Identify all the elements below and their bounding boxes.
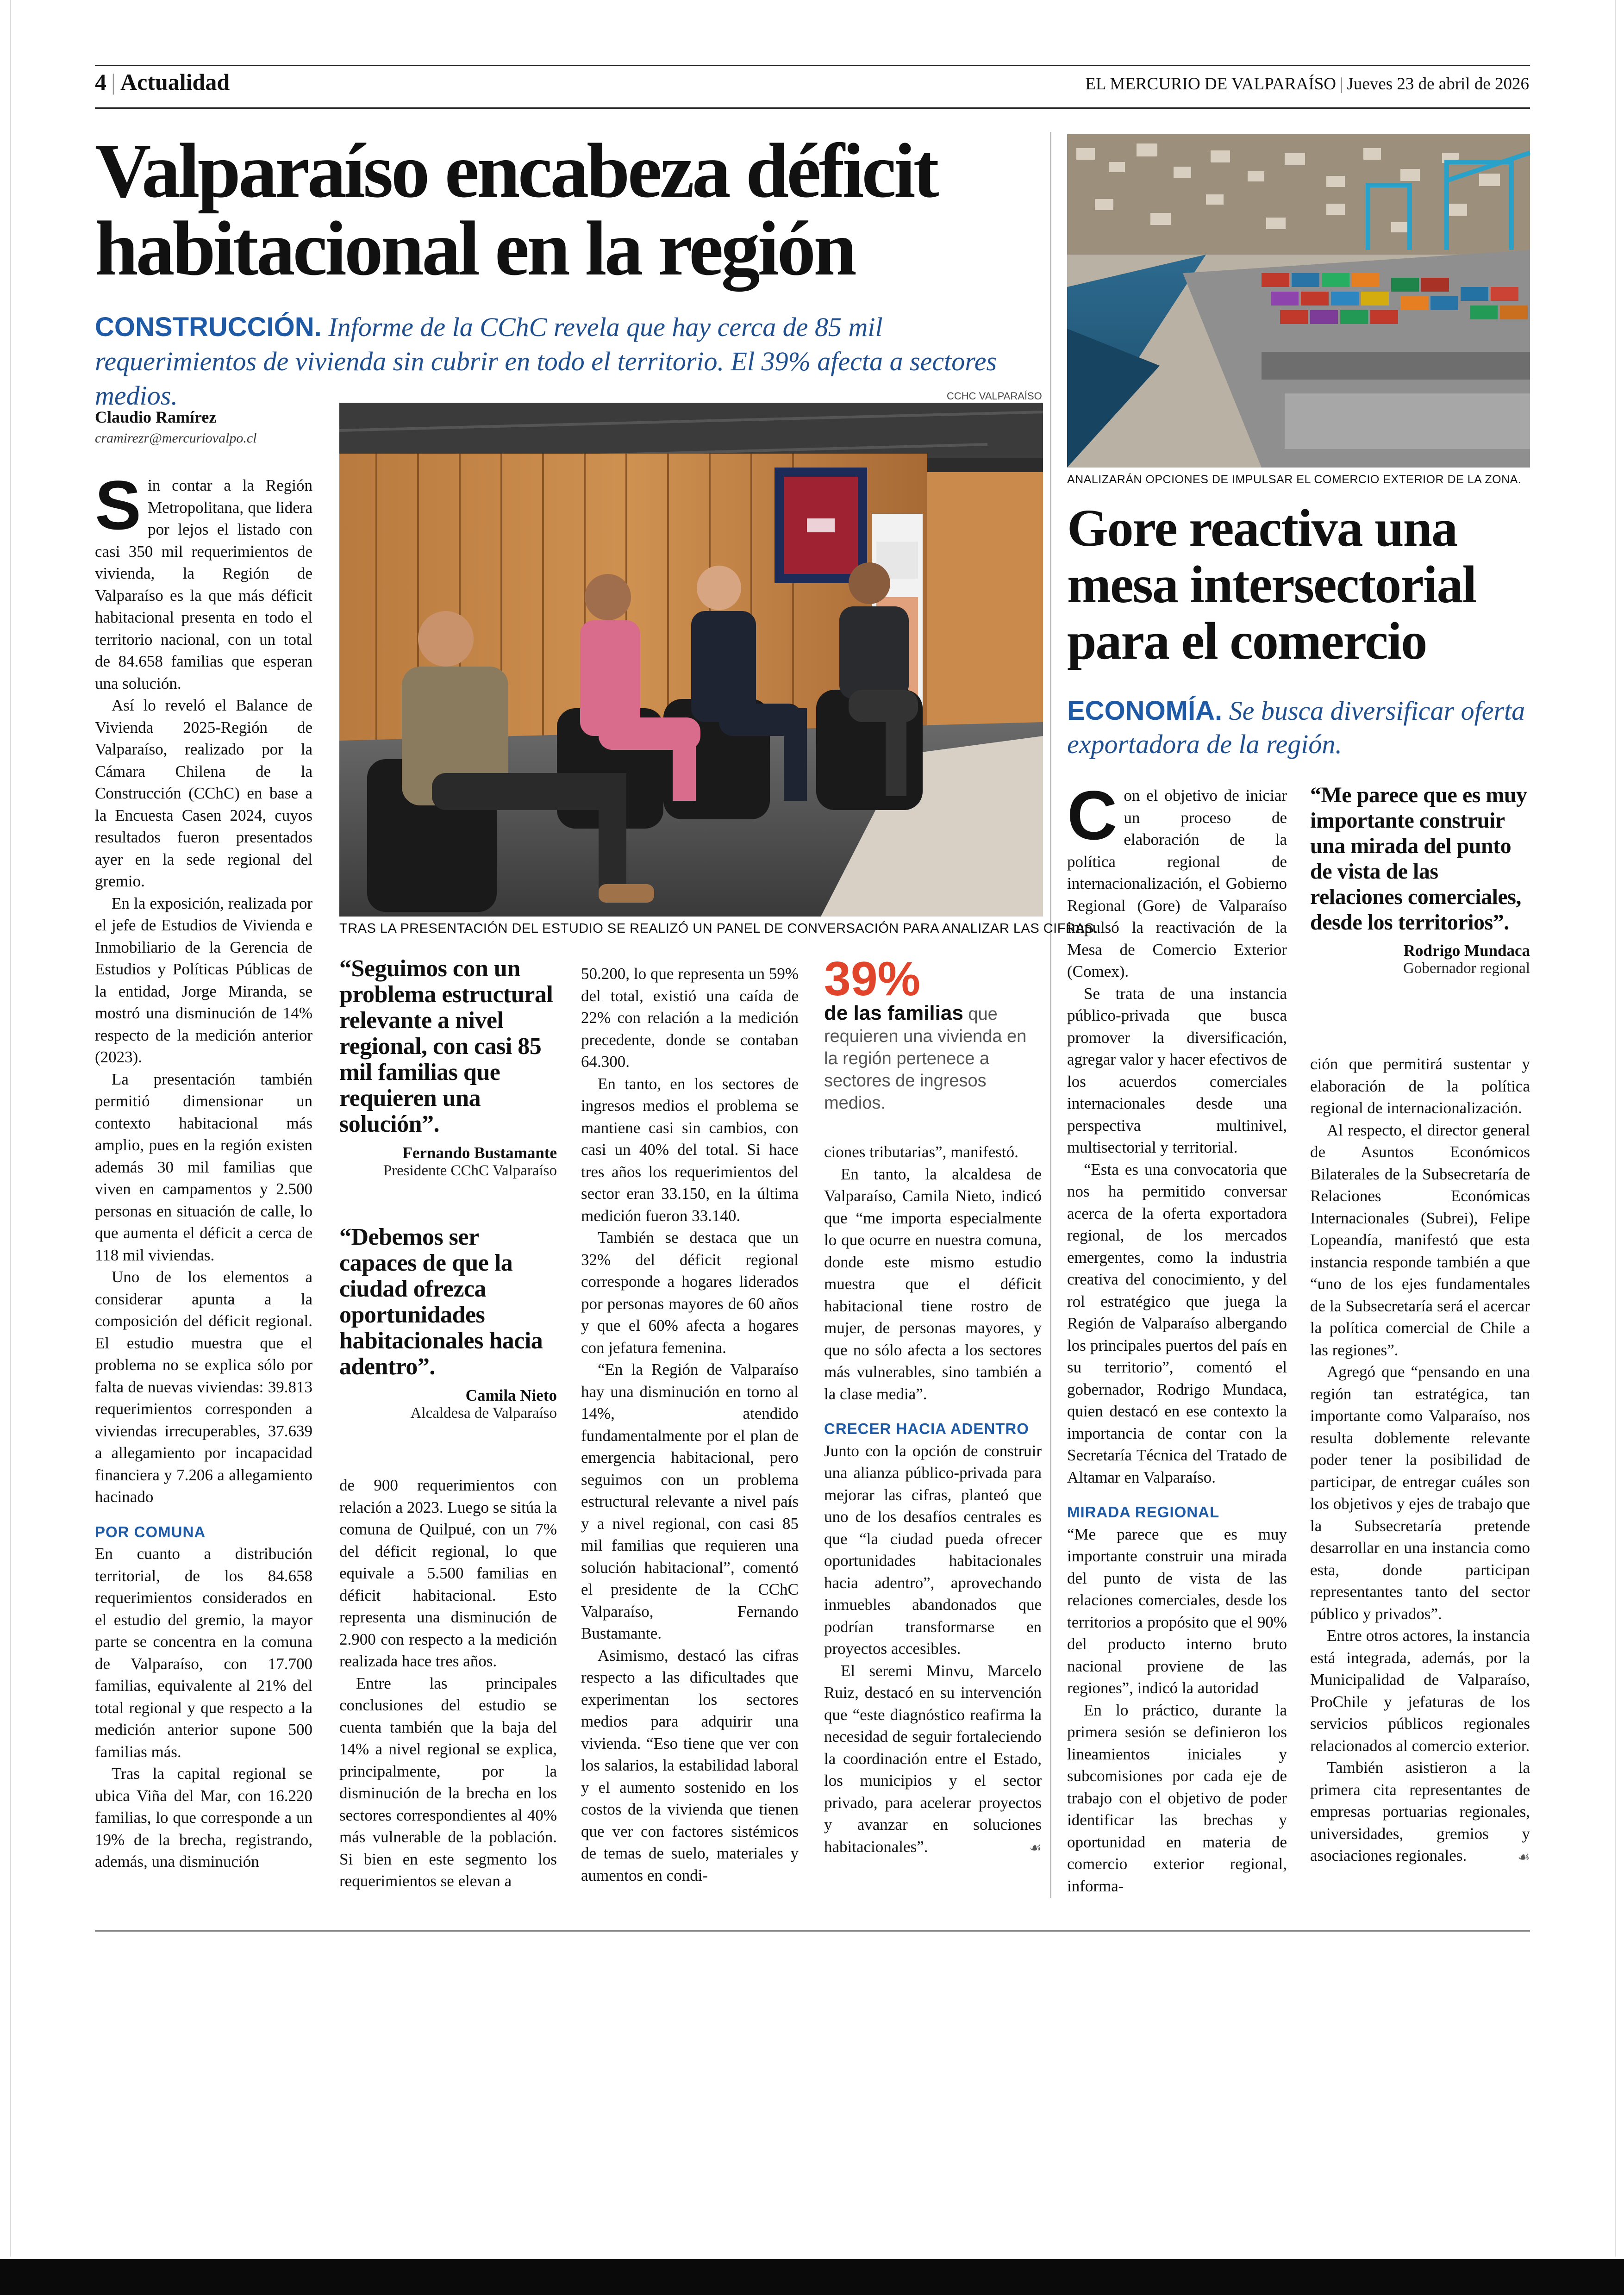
quote1-role: Presidente CChC Valparaíso	[383, 1162, 557, 1179]
side-quote-name: Rodrigo Mundaca	[1403, 942, 1530, 960]
panel-photo-art	[339, 403, 1043, 917]
port-photo-caption: ANALIZARÁN OPCIONES DE IMPULSAR EL COMERCIO EXTERIOR DE LA ZONA.	[1067, 473, 1522, 486]
main-col1-p5: Uno de los elementos a considerar apunta a la composición del déficit regional. El estudio muestra que el problema no se explica sólo por falta de nuevas viviendas: 39.813 requerimientos corresponden a viviendas irrecuperables, 37.639 a allegamiento por incapacidad financiera y 7.206 a allegamiento hacinado	[95, 1268, 312, 1506]
side-quote-text: “Me parece que es muy importante construir una mirada del punto de vista de las relaciones comerciales, desde los territorios”.	[1310, 783, 1527, 935]
main-headline	[95, 128, 1030, 292]
bottom-bar	[0, 2259, 1624, 2295]
side-kicker: ECONOMÍA.	[1067, 696, 1223, 726]
stat-text	[824, 1002, 1042, 1114]
panel-photo	[339, 403, 1043, 917]
main-col4-p1: ciones tributarias”, manifestó.	[824, 1143, 1018, 1161]
quote2-text: “Debemos ser capaces de que la ciudad ofrezca oportunidades habitacionales hacia adentro”.	[339, 1224, 543, 1380]
side-colB-p2: Al respecto, el director general de Asuntos Económicos Bilaterales de la Subsecretaría de Relaciones Económicas Internacionales (Subrei), Felipe Lopeandía, manifestó que esta instancia responde también a que “uno de los ejes fundamentales de la Subsecretaría será el acercar la política comercial de Chile a las regiones”.	[1310, 1121, 1530, 1359]
header-top-rule	[95, 65, 1530, 66]
side-colA-p3: “Esta es una convocatoria que nos ha permitido conversar acerca de la oferta exportadora regional, de los mercados emergentes, como la industria creativa del conocimiento, y del rol estratégico que juega la Región de Valparaíso albergando los principales puertos del país en su territorio”, comentó el gobernador, Rodrigo Mundaca, quien destacó en ese contexto la importancia de contar con la Secretaría Técnica del Tratado de Altamar en Valparaíso.	[1067, 1160, 1287, 1486]
main-headline-line1: Valparaíso encabeza déficit	[95, 128, 937, 214]
side-headline: Gore reactiva una mesa intersectorial para el comercio	[1067, 499, 1476, 670]
quote1-text: “Seguimos con un problema estructural relevante a nivel regional, con casi 85 mil familias que requieren una solución”.	[339, 955, 553, 1137]
quote1-name: Fernando Bustamante	[402, 1144, 557, 1162]
main-col-3	[581, 963, 799, 1886]
pull-quote-bustamante	[339, 956, 557, 1179]
pull-quote-nieto	[339, 1224, 557, 1422]
side-dropcap: C	[1067, 776, 1118, 854]
header-bottom-rule	[95, 107, 1530, 109]
side-colB-p3: Agregó que “pensando en una región tan estratégica, tan importante como Valparaíso, nos resulta doblemente relevante poder tener la posibilidad de participar, de entregar cuáles son los objetivos y ejes de trabajo que la Subsecretaría pretende desarrollar en una instancia como esta, donde participan representantes tanto del sector público y privados”.	[1310, 1363, 1530, 1623]
main-col3-p1: 50.200, lo que representa un 59% del total, existió una caída de 22% con relación a la medición precedente, donde se contaban 64.300.	[581, 965, 799, 1071]
main-col1-p6: En cuanto a distribución territorial, de los 84.658 requerimientos considerados en el estudio del gremio, la mayor parte se concentra en la comuna de Valparaíso, con 17.700 familias, equivalente al 21% del total regional y que respecto a la medición anterior supone 500 familias más.	[95, 1545, 312, 1761]
main-col3-p4: “En la Región de Valparaíso hay una disminución en torno al 14%, atendido fundamentalmente por el plan de emergencia habitacional, pero seguimos con un problema estructural relevante a nivel país y a nivel regional, con casi 85 mil familias que requieren una solución habitacional”, comentó el presidente de la CChC Valparaíso, Fernando Bustamante.	[581, 1360, 799, 1642]
side-colB-p4: Entre otros actores, la instancia está integrada, además, por la Municipalidad de Valparaíso, ProChile y jefaturas de los servicios públicos regionales relacionados al comercio exterior.	[1310, 1627, 1530, 1755]
main-col1-p2: Así lo reveló el Balance de Vivienda 2025-Región de Valparaíso, realizado por la Cámara Chilena de la Construcción (CChC) en base a la Encuesta Casen 2024, cuyos resultados fueron presentados ayer en la sede regional del gremio.	[95, 696, 312, 890]
main-col1-p7: Tras la capital regional se ubica Viña del Mar, con 16.220 familias, lo que corresponde a un 19% de la brecha, registrando, además, una disminución	[95, 1765, 312, 1871]
subhead-por-comuna: POR COMUNA	[95, 1523, 206, 1540]
side-deck-text: Se busca diversificar oferta exportadora de la región.	[1067, 696, 1525, 759]
page-folio: 4 | Actualidad	[95, 69, 230, 95]
page-number: 4	[95, 69, 106, 95]
port-photo-art	[1067, 134, 1530, 468]
newspaper-name: EL MERCURIO DE VALPARAÍSO	[1085, 75, 1337, 94]
quote2-role: Alcaldesa de Valparaíso	[410, 1405, 557, 1422]
main-col4-p3: Junto con la opción de construir una alianza público-privada para mejorar las cifras, planteó que uno de los desafíos centrales es que “la ciudad pueda ofrecer oportunidades habitacionales hacia adentro”, aprovechando inmuebles abandonados que podrían transformarse en proyectos accesibles.	[824, 1441, 1042, 1658]
main-col1-p1: in contar a la Región Metropolitana, que lidera por lejos el listado con casi 350 mil requerimientos de vivienda, la Región de Valparaíso es la que más déficit habitacional presenta en todo el territorio nacional, con un total de 84.658 familias que esperan una solución.	[95, 476, 312, 692]
main-col1-p4: La presentación también permitió dimensionar un contexto habitacional más amplio, pues en la región existen además 30 mil familias que viven en campamentos y 2.500 personas en situación de calle, lo que aumenta el déficit a cerca de 118 mil viviendas.	[95, 1070, 312, 1264]
main-deck	[95, 310, 1049, 413]
footer-rule	[95, 1930, 1530, 1932]
pull-quote-mundaca	[1310, 782, 1530, 977]
stat-bold: de las familias	[824, 1002, 963, 1024]
main-col4-p4: El seremi Minvu, Marcelo Ruiz, destacó en su intervención que “este diagnóstico reafirma la necesidad de seguir fortaleciendo la coordinación entre el Estado, los municipios y el sector privado, para acelerar proyectos y avanzar en soluciones habitacionales”.	[824, 1661, 1042, 1856]
side-quote-role: Gobernador regional	[1403, 960, 1530, 977]
subhead-crecer: CRECER HACIA ADENTRO	[824, 1420, 1029, 1437]
side-col-b	[1310, 1053, 1530, 1868]
main-deck-text: Informe de la CChC revela que hay cerca de 85 mil requerimientos de vivienda sin cubrir en todo el territorio. El 39% afecta a sectores medios.	[95, 312, 997, 411]
main-col3-p2: En tanto, en los sectores de ingresos medios el problema se mantiene casi sin cambios, con casi un 40% del total. Si hace tres años los requerimientos del sector eran 33.150, en la última medición fueron 33.140.	[581, 1074, 799, 1225]
main-col2-p1: de 900 requerimientos con relación a 2023. Luego se sitúa la comuna de Quilpué, con un 7% del déficit regional, lo que equivale a 5.500 familias en déficit habitacional. Esto representa una disminución de 2.900 con respecto a la medición realizada hace tres años.	[339, 1476, 557, 1670]
main-col-4	[824, 1141, 1042, 1859]
section-name: Actualidad	[120, 69, 230, 95]
stat-body: que requieren una vivienda en la región pertenece a sectores de ingresos medios.	[824, 1004, 1027, 1113]
issue-date: Jueves 23 de abril de 2026	[1347, 75, 1529, 94]
main-kicker: CONSTRUCCIÓN.	[95, 312, 322, 342]
masthead: EL MERCURIO DE VALPARAÍSO | Jueves 23 de abril de 2026	[1085, 75, 1529, 94]
main-end-mark: ☙	[1029, 1840, 1042, 1856]
panel-photo-caption: TRAS LA PRESENTACIÓN DEL ESTUDIO SE REALIZÓ UN PANEL DE CONVERSACIÓN PARA ANALIZAR LAS CIFRAS.	[339, 921, 1098, 936]
main-col3-p3: También se destaca que un 32% del déficit regional corresponde a hogares liderados por personas mayores de 60 años y que el 60% afecta a hogares con jefatura femenina.	[581, 1229, 799, 1357]
side-colB-p5: También asistieron a la primera cita representantes de empresas portuarias regionales, universidades, gremios y asociaciones regionales.	[1310, 1759, 1530, 1865]
main-col-2	[339, 1474, 557, 1892]
side-colA-p5: En lo práctico, durante la primera sesión se definieron los lineamientos iniciales y subcomisiones por cada eje de trabajo con el objetivo de poder identificar las brechas y oportunidad en materia de comercio exterior regional, informa-	[1067, 1701, 1287, 1895]
byline-email: cramirezr@mercuriovalpo.cl	[95, 430, 257, 446]
side-colA-p4: “Me parece que es muy importante construir una mirada del punto de vista de las relaciones comerciales, desde los territorios a propósito que el 90% del producto interno bruto nacional proviene de las regiones”, indicó la autoridad	[1067, 1525, 1287, 1697]
main-col3-p5: Asimismo, destacó las cifras respecto a las dificultades que experimentan los sectores medios para adquirir una vivienda. “Eso tiene que ver con los salarios, la estabilidad laboral y el aumento sostenido en los costos de la vivienda que tienen que ver con factores sistémicos de temas de suelo, materiales y aumentos en condi-	[581, 1646, 799, 1884]
main-col4-p2: En tanto, la alcaldesa de Valparaíso, Camila Nieto, indicó que “me importa especialmente lo que ocurre en nuestra comuna, donde este mismo estudio muestra que el déficit habitacional tiene rostro de mujer, de personas mayores, y que no sólo afecta a los sectores más vulnerables, sino también a la clase media”.	[824, 1165, 1042, 1403]
side-end-mark: ☙	[1518, 1849, 1530, 1865]
story-separator	[1050, 132, 1051, 1898]
subhead-mirada: MIRADA REGIONAL	[1067, 1503, 1220, 1521]
main-col-1	[95, 466, 312, 1873]
byline-name: Claudio Ramírez	[95, 408, 217, 426]
main-dropcap: S	[95, 466, 142, 544]
port-photo	[1067, 134, 1530, 468]
main-headline-line2: habitacional en la región	[95, 206, 855, 292]
photo-credit: CCHC VALPARAÍSO	[947, 390, 1042, 402]
side-col-a	[1067, 776, 1287, 1897]
side-colA-p2: Se trata de una instancia público-privada que busca promover la diversificación, agregar valor y hacer efectivos de los acuerdos comerciales internacionales desde una perspectiva multinivel, multisectorial y territorial.	[1067, 984, 1287, 1156]
side-deck	[1067, 694, 1549, 761]
main-col2-p2: Entre las principales conclusiones del estudio se cuenta también que la baja del 14% a nivel regional se explica, principalmente, por la disminución de la brecha en los sectores correspondientes al 40% más vulnerable de la población. Si bien en este segmento los requerimientos se elevan a	[339, 1674, 557, 1890]
side-colB-p1: ción que permitirá sustentar y elaboración de la política regional de internacionalización.	[1310, 1055, 1530, 1117]
stat-number: 39%	[824, 952, 921, 1006]
stat-box	[824, 952, 1042, 1114]
quote2-name: Camila Nieto	[465, 1386, 557, 1404]
side-colA-p1: on el objetivo de iniciar un proceso de elaboración de la política regional de internacionalización, el Gobierno Regional (Gore) de Valparaíso impulsó la reactivación de la Mesa de Comercio Exterior (Comex).	[1067, 786, 1287, 980]
main-col1-p3: En la exposición, realizada por el jefe de Estudios de Vivienda e Inmobiliario de la Gerencia de Estudios y Políticas Públicas de la entidad, Jorge Miranda, se mostró una disminución de 14% respecto de la medición anterior (2023).	[95, 894, 312, 1066]
